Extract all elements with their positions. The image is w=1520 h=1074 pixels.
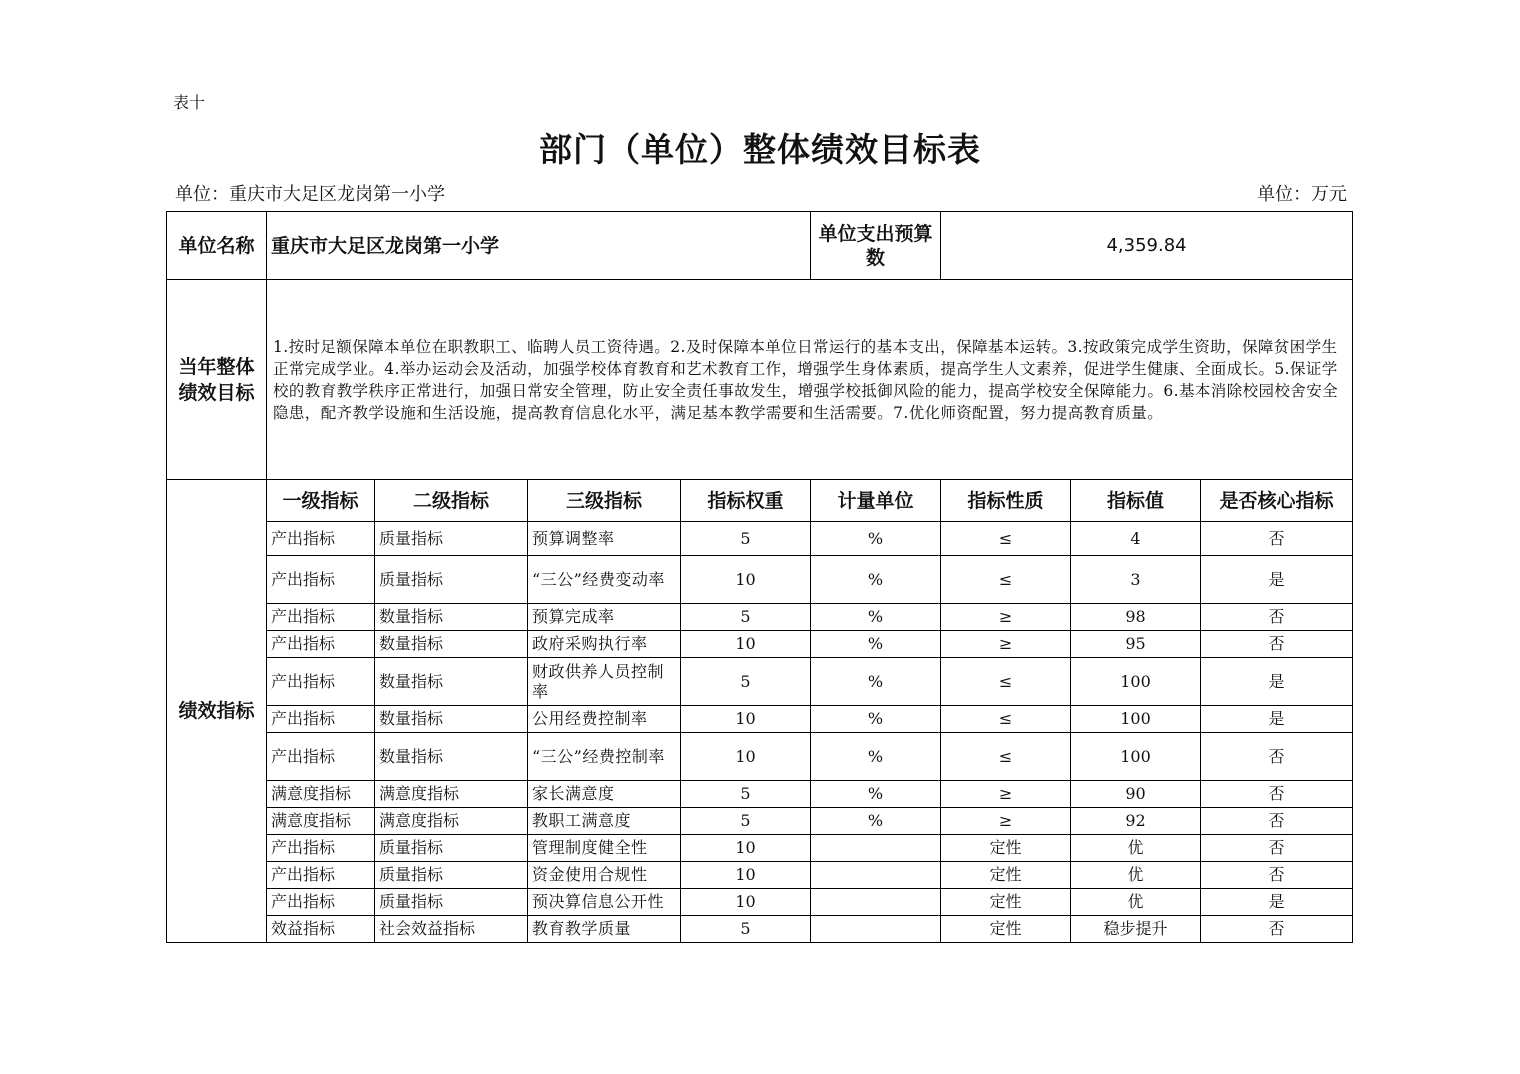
table-row (167, 604, 1353, 631)
level2-cell: 数量指标 (375, 706, 528, 733)
level1-cell: 效益指标 (267, 916, 375, 943)
level1-cell: 产出指标 (267, 522, 375, 556)
level3-cell: 教育教学质量 (528, 916, 681, 943)
weight-cell: 10 (681, 556, 811, 604)
value-cell: 稳步提升 (1071, 916, 1201, 943)
budget-value: 4,359.84 (941, 212, 1353, 280)
value-cell: 100 (1071, 733, 1201, 781)
nature-cell: ≥ (941, 781, 1071, 808)
table-row (167, 706, 1353, 733)
unit-cell: % (811, 781, 941, 808)
level2-cell: 数量指标 (375, 658, 528, 706)
core-cell: 是 (1201, 556, 1353, 604)
level2-cell: 社会效益指标 (375, 916, 528, 943)
weight-cell: 5 (681, 808, 811, 835)
level2-cell: 质量指标 (375, 522, 528, 556)
level2-cell: 质量指标 (375, 556, 528, 604)
level3-cell: 预算调整率 (528, 522, 681, 556)
core-cell: 否 (1201, 781, 1353, 808)
indicator-section-label: 绩效指标 (167, 480, 267, 943)
level2-cell: 满意度指标 (375, 781, 528, 808)
weight-cell: 10 (681, 835, 811, 862)
level3-cell: 资金使用合规性 (528, 862, 681, 889)
level3-cell: “三公”经费变动率 (528, 556, 681, 604)
core-cell: 否 (1201, 733, 1353, 781)
col-core-header: 是否核心指标 (1201, 480, 1353, 522)
goal-row (167, 280, 1353, 480)
performance-target-table (166, 211, 1353, 943)
value-cell: 优 (1071, 862, 1201, 889)
level3-cell: 预决算信息公开性 (528, 889, 681, 916)
level2-cell: 质量指标 (375, 889, 528, 916)
core-cell: 否 (1201, 522, 1353, 556)
nature-cell: ≤ (941, 658, 1071, 706)
level3-cell: 家长满意度 (528, 781, 681, 808)
level1-cell: 产出指标 (267, 604, 375, 631)
col-level3-header: 三级指标 (528, 480, 681, 522)
core-cell: 否 (1201, 916, 1353, 943)
level3-cell: 预算完成率 (528, 604, 681, 631)
value-cell: 100 (1071, 658, 1201, 706)
unit-cell: % (811, 808, 941, 835)
level1-cell: 满意度指标 (267, 808, 375, 835)
table-row (167, 808, 1353, 835)
unit-name-label: 单位名称 (167, 212, 267, 280)
unit-info-row (167, 212, 1353, 280)
table-row (167, 733, 1353, 781)
unit-cell (811, 916, 941, 943)
unit-name-line: 单位：重庆市大足区龙岗第一小学 (175, 184, 445, 205)
unit-cell: % (811, 522, 941, 556)
level2-cell: 满意度指标 (375, 808, 528, 835)
core-cell: 是 (1201, 889, 1353, 916)
table-row (167, 781, 1353, 808)
weight-cell: 10 (681, 706, 811, 733)
unit-cell (811, 862, 941, 889)
nature-cell: ≥ (941, 604, 1071, 631)
nature-cell: ≥ (941, 631, 1071, 658)
weight-cell: 5 (681, 522, 811, 556)
unit-cell: % (811, 604, 941, 631)
value-cell: 95 (1071, 631, 1201, 658)
core-cell: 是 (1201, 706, 1353, 733)
nature-cell: ≤ (941, 522, 1071, 556)
level2-cell: 数量指标 (375, 733, 528, 781)
table-row (167, 631, 1353, 658)
unit-cell: % (811, 556, 941, 604)
level3-cell: “三公”经费控制率 (528, 733, 681, 781)
core-cell: 是 (1201, 658, 1353, 706)
indicator-header-row (167, 480, 1353, 522)
col-unit-header: 计量单位 (811, 480, 941, 522)
level1-cell: 产出指标 (267, 556, 375, 604)
col-value-header: 指标值 (1071, 480, 1201, 522)
weight-cell: 10 (681, 733, 811, 781)
unit-name-value: 重庆市大足区龙岗第一小学 (267, 212, 811, 280)
weight-cell: 10 (681, 889, 811, 916)
table-row (167, 889, 1353, 916)
table-row (167, 835, 1353, 862)
budget-label: 单位支出预算数 (811, 212, 941, 280)
level2-cell: 数量指标 (375, 631, 528, 658)
level1-cell: 满意度指标 (267, 781, 375, 808)
value-cell: 90 (1071, 781, 1201, 808)
nature-cell: ≥ (941, 808, 1071, 835)
nature-cell: ≤ (941, 706, 1071, 733)
core-cell: 否 (1201, 835, 1353, 862)
goal-text: 1.按时足额保障本单位在职教职工、临聘人员工资待遇。2.及时保障本单位日常运行的基本支出，保障基本运转。3.按政策完成学生资助，保障贫困学生正常完成学业。4.举办运动会及活动，加强学校体育教育和艺术教育工作，增强学生身体素质，提高学生人文素养，促进学生健康、全面成长。5.保证学校的教育教学秩序正常进行，加强日常安全管理，防止安全责任事故发生，增强学校抵御风险的能力，提高学校安全保障能力。6.基本消除校园校舍安全隐患，配齐教学设施和生活设施，提高教育信息化水平，满足基本教学需要和生活需要。7.优化师资配置，努力提高教育质量。 (267, 280, 1353, 480)
level3-cell: 教职工满意度 (528, 808, 681, 835)
weight-cell: 10 (681, 862, 811, 889)
goal-label: 当年整体绩效目标 (167, 280, 267, 480)
level3-cell: 政府采购执行率 (528, 631, 681, 658)
table-row (167, 556, 1353, 604)
page-title: 部门（单位）整体绩效目标表 (539, 130, 981, 169)
level1-cell: 产出指标 (267, 706, 375, 733)
col-nature-header: 指标性质 (941, 480, 1071, 522)
level1-cell: 产出指标 (267, 862, 375, 889)
level1-cell: 产出指标 (267, 889, 375, 916)
level1-cell: 产出指标 (267, 835, 375, 862)
value-cell: 4 (1071, 522, 1201, 556)
nature-cell: 定性 (941, 889, 1071, 916)
level3-cell: 公用经费控制率 (528, 706, 681, 733)
nature-cell: ≤ (941, 556, 1071, 604)
value-cell: 98 (1071, 604, 1201, 631)
level2-cell: 质量指标 (375, 862, 528, 889)
weight-cell: 5 (681, 658, 811, 706)
unit-cell (811, 835, 941, 862)
table-row (167, 658, 1353, 706)
table-row (167, 522, 1353, 556)
value-cell: 3 (1071, 556, 1201, 604)
weight-cell: 5 (681, 916, 811, 943)
col-level2-header: 二级指标 (375, 480, 528, 522)
table-number: 表十 (173, 93, 206, 112)
weight-cell: 5 (681, 604, 811, 631)
unit-cell: % (811, 706, 941, 733)
nature-cell: 定性 (941, 835, 1071, 862)
col-level1-header: 一级指标 (267, 480, 375, 522)
nature-cell: 定性 (941, 862, 1071, 889)
weight-cell: 10 (681, 631, 811, 658)
core-cell: 否 (1201, 808, 1353, 835)
level3-cell: 管理制度健全性 (528, 835, 681, 862)
unit-cell (811, 889, 941, 916)
value-cell: 优 (1071, 835, 1201, 862)
level1-cell: 产出指标 (267, 733, 375, 781)
level2-cell: 质量指标 (375, 835, 528, 862)
table-row (167, 862, 1353, 889)
value-cell: 优 (1071, 889, 1201, 916)
level3-cell: 财政供养人员控制率 (528, 658, 681, 706)
currency-unit-line: 单位：万元 (1257, 184, 1347, 205)
nature-cell: 定性 (941, 916, 1071, 943)
nature-cell: ≤ (941, 733, 1071, 781)
unit-cell: % (811, 733, 941, 781)
unit-cell: % (811, 631, 941, 658)
value-cell: 92 (1071, 808, 1201, 835)
table-row (167, 916, 1353, 943)
weight-cell: 5 (681, 781, 811, 808)
core-cell: 否 (1201, 862, 1353, 889)
level1-cell: 产出指标 (267, 658, 375, 706)
level2-cell: 数量指标 (375, 604, 528, 631)
core-cell: 否 (1201, 631, 1353, 658)
level1-cell: 产出指标 (267, 631, 375, 658)
core-cell: 否 (1201, 604, 1353, 631)
value-cell: 100 (1071, 706, 1201, 733)
unit-cell: % (811, 658, 941, 706)
col-weight-header: 指标权重 (681, 480, 811, 522)
